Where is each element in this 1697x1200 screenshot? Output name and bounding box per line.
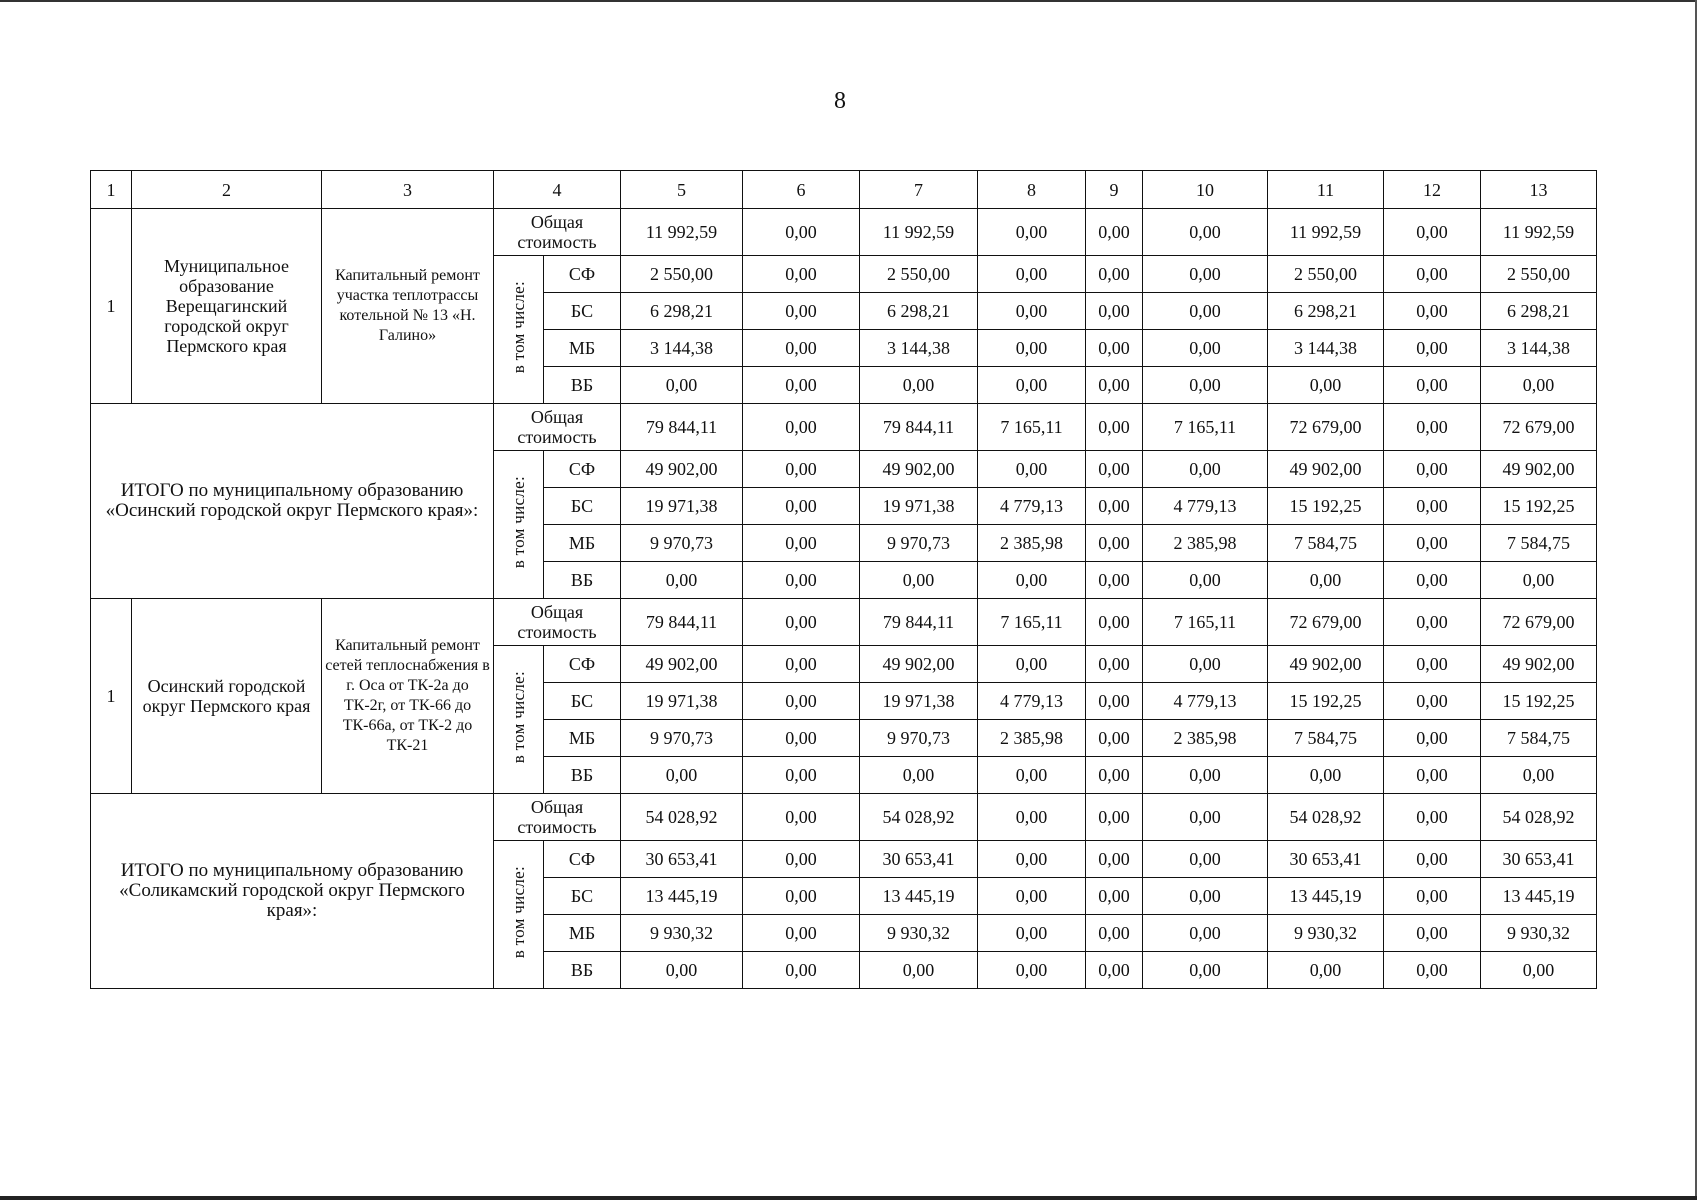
value-cell: 15 192,25 bbox=[1268, 683, 1384, 720]
value-cell: 72 679,00 bbox=[1481, 599, 1597, 646]
value-cell: 0,00 bbox=[978, 952, 1086, 989]
value-cell: 2 550,00 bbox=[621, 256, 743, 293]
value-cell: 0,00 bbox=[1384, 209, 1481, 256]
value-cell: 0,00 bbox=[743, 878, 860, 915]
total-cost-row bbox=[91, 209, 1597, 256]
value-cell: 3 144,38 bbox=[621, 330, 743, 367]
value-cell: 0,00 bbox=[860, 562, 978, 599]
value-cell: 0,00 bbox=[743, 794, 860, 841]
value-cell: 6 298,21 bbox=[860, 293, 978, 330]
value-cell: 0,00 bbox=[1384, 646, 1481, 683]
value-cell: 49 902,00 bbox=[1268, 646, 1384, 683]
including-label bbox=[494, 646, 544, 794]
header-cell: 5 bbox=[621, 171, 743, 209]
funding-source-label: СФ bbox=[544, 451, 621, 488]
value-cell: 0,00 bbox=[1086, 915, 1143, 952]
header-cell: 10 bbox=[1143, 171, 1268, 209]
value-cell: 11 992,59 bbox=[1481, 209, 1597, 256]
value-cell: 0,00 bbox=[978, 562, 1086, 599]
value-cell: 13 445,19 bbox=[1481, 878, 1597, 915]
value-cell: 49 902,00 bbox=[1481, 646, 1597, 683]
value-cell: 0,00 bbox=[743, 330, 860, 367]
value-cell: 0,00 bbox=[1086, 525, 1143, 562]
table-body bbox=[91, 171, 1597, 989]
header-cell: 11 bbox=[1268, 171, 1384, 209]
value-cell: 9 970,73 bbox=[621, 525, 743, 562]
including-text: в том числе: bbox=[508, 671, 528, 764]
value-cell: 0,00 bbox=[1143, 841, 1268, 878]
value-cell: 0,00 bbox=[1384, 367, 1481, 404]
value-cell: 0,00 bbox=[1086, 451, 1143, 488]
value-cell: 0,00 bbox=[978, 915, 1086, 952]
value-cell: 0,00 bbox=[621, 562, 743, 599]
value-cell: 0,00 bbox=[1086, 293, 1143, 330]
value-cell: 0,00 bbox=[1143, 757, 1268, 794]
value-cell: 0,00 bbox=[1143, 562, 1268, 599]
value-cell: 7 584,75 bbox=[1481, 525, 1597, 562]
value-cell: 0,00 bbox=[1481, 562, 1597, 599]
value-cell: 2 385,98 bbox=[1143, 720, 1268, 757]
value-cell: 11 992,59 bbox=[621, 209, 743, 256]
value-cell: 0,00 bbox=[1481, 757, 1597, 794]
including-label bbox=[494, 451, 544, 599]
value-cell: 0,00 bbox=[1384, 757, 1481, 794]
value-cell: 0,00 bbox=[978, 451, 1086, 488]
value-cell: 7 584,75 bbox=[1481, 720, 1597, 757]
header-row bbox=[91, 171, 1597, 209]
value-cell: 72 679,00 bbox=[1481, 404, 1597, 451]
value-cell: 0,00 bbox=[1481, 367, 1597, 404]
value-cell: 49 902,00 bbox=[860, 451, 978, 488]
value-cell: 0,00 bbox=[743, 488, 860, 525]
value-cell: 0,00 bbox=[1086, 256, 1143, 293]
value-cell: 0,00 bbox=[1086, 404, 1143, 451]
value-cell: 30 653,41 bbox=[860, 841, 978, 878]
funding-source-label: БС bbox=[544, 293, 621, 330]
value-cell: 19 971,38 bbox=[621, 683, 743, 720]
value-cell: 15 192,25 bbox=[1481, 683, 1597, 720]
value-cell: 79 844,11 bbox=[621, 599, 743, 646]
value-cell: 0,00 bbox=[1384, 720, 1481, 757]
value-cell: 6 298,21 bbox=[1268, 293, 1384, 330]
value-cell: 0,00 bbox=[743, 757, 860, 794]
total-cost-label: Общая стоимость bbox=[494, 209, 621, 256]
value-cell: 0,00 bbox=[743, 720, 860, 757]
value-cell: 7 584,75 bbox=[1268, 525, 1384, 562]
value-cell: 0,00 bbox=[978, 878, 1086, 915]
funding-source-label: ВБ bbox=[544, 367, 621, 404]
value-cell: 0,00 bbox=[978, 293, 1086, 330]
value-cell: 0,00 bbox=[1268, 952, 1384, 989]
value-cell: 2 385,98 bbox=[978, 525, 1086, 562]
value-cell: 49 902,00 bbox=[621, 646, 743, 683]
value-cell: 13 445,19 bbox=[621, 878, 743, 915]
value-cell: 0,00 bbox=[743, 562, 860, 599]
value-cell: 0,00 bbox=[1143, 451, 1268, 488]
value-cell: 0,00 bbox=[1086, 841, 1143, 878]
object-description: Капитальный ремонт сетей теплоснабжения в г. Оса от ТК-2а до ТК-2г, от ТК-66 до ТК-66а, от ТК-2 до ТК-21 bbox=[322, 599, 494, 794]
funding-source-label: СФ bbox=[544, 841, 621, 878]
value-cell: 9 970,73 bbox=[621, 720, 743, 757]
value-cell: 0,00 bbox=[978, 256, 1086, 293]
value-cell: 0,00 bbox=[1143, 293, 1268, 330]
value-cell: 30 653,41 bbox=[1268, 841, 1384, 878]
value-cell: 3 144,38 bbox=[1268, 330, 1384, 367]
funding-source-label: МБ bbox=[544, 720, 621, 757]
value-cell: 6 298,21 bbox=[621, 293, 743, 330]
value-cell: 0,00 bbox=[743, 952, 860, 989]
header-cell: 13 bbox=[1481, 171, 1597, 209]
value-cell: 0,00 bbox=[743, 293, 860, 330]
value-cell: 0,00 bbox=[743, 599, 860, 646]
value-cell: 72 679,00 bbox=[1268, 599, 1384, 646]
row-number: 1 bbox=[91, 599, 132, 794]
value-cell: 7 165,11 bbox=[978, 404, 1086, 451]
value-cell: 0,00 bbox=[1384, 525, 1481, 562]
total-cost-row bbox=[91, 794, 1597, 841]
value-cell: 2 550,00 bbox=[860, 256, 978, 293]
header-cell: 2 bbox=[132, 171, 322, 209]
value-cell: 54 028,92 bbox=[1481, 794, 1597, 841]
value-cell: 0,00 bbox=[1086, 330, 1143, 367]
value-cell: 9 930,32 bbox=[860, 915, 978, 952]
value-cell: 49 902,00 bbox=[860, 646, 978, 683]
value-cell: 19 971,38 bbox=[860, 683, 978, 720]
value-cell: 9 930,32 bbox=[621, 915, 743, 952]
value-cell: 0,00 bbox=[1143, 330, 1268, 367]
bottom-border-line bbox=[0, 1196, 1697, 1200]
value-cell: 0,00 bbox=[743, 646, 860, 683]
value-cell: 0,00 bbox=[1384, 878, 1481, 915]
value-cell: 2 385,98 bbox=[1143, 525, 1268, 562]
value-cell: 15 192,25 bbox=[1481, 488, 1597, 525]
municipality-name: Осинский городской округ Пермского края bbox=[132, 599, 322, 794]
value-cell: 0,00 bbox=[1143, 878, 1268, 915]
value-cell: 0,00 bbox=[978, 367, 1086, 404]
funding-source-label: БС bbox=[544, 878, 621, 915]
value-cell: 19 971,38 bbox=[860, 488, 978, 525]
object-description: Капитальный ремонт участка теплотрассы котельной № 13 «Н. Галино» bbox=[322, 209, 494, 404]
value-cell: 4 779,13 bbox=[978, 488, 1086, 525]
header-cell: 8 bbox=[978, 171, 1086, 209]
value-cell: 54 028,92 bbox=[1268, 794, 1384, 841]
value-cell: 0,00 bbox=[978, 646, 1086, 683]
value-cell: 2 550,00 bbox=[1481, 256, 1597, 293]
value-cell: 9 930,32 bbox=[1481, 915, 1597, 952]
value-cell: 11 992,59 bbox=[1268, 209, 1384, 256]
value-cell: 0,00 bbox=[743, 525, 860, 562]
value-cell: 0,00 bbox=[1384, 451, 1481, 488]
value-cell: 0,00 bbox=[1143, 952, 1268, 989]
including-label bbox=[494, 841, 544, 989]
value-cell: 0,00 bbox=[1143, 367, 1268, 404]
value-cell: 0,00 bbox=[860, 757, 978, 794]
value-cell: 0,00 bbox=[860, 952, 978, 989]
total-cost-label: Общая стоимость bbox=[494, 794, 621, 841]
value-cell: 49 902,00 bbox=[1481, 451, 1597, 488]
value-cell: 0,00 bbox=[1086, 683, 1143, 720]
funding-source-label: ВБ bbox=[544, 757, 621, 794]
value-cell: 79 844,11 bbox=[860, 404, 978, 451]
page-number: 8 bbox=[834, 88, 846, 114]
value-cell: 0,00 bbox=[621, 367, 743, 404]
funding-source-label: БС bbox=[544, 683, 621, 720]
value-cell: 0,00 bbox=[743, 683, 860, 720]
value-cell: 0,00 bbox=[1086, 952, 1143, 989]
value-cell: 0,00 bbox=[1384, 293, 1481, 330]
including-label bbox=[494, 256, 544, 404]
value-cell: 0,00 bbox=[743, 451, 860, 488]
funding-source-label: БС bbox=[544, 488, 621, 525]
value-cell: 0,00 bbox=[1143, 209, 1268, 256]
value-cell: 15 192,25 bbox=[1268, 488, 1384, 525]
value-cell: 0,00 bbox=[978, 757, 1086, 794]
value-cell: 0,00 bbox=[1086, 367, 1143, 404]
value-cell: 0,00 bbox=[743, 256, 860, 293]
value-cell: 6 298,21 bbox=[1481, 293, 1597, 330]
funding-source-label: СФ bbox=[544, 256, 621, 293]
value-cell: 0,00 bbox=[860, 367, 978, 404]
value-cell: 0,00 bbox=[1086, 794, 1143, 841]
value-cell: 0,00 bbox=[1086, 878, 1143, 915]
value-cell: 0,00 bbox=[1086, 562, 1143, 599]
value-cell: 0,00 bbox=[978, 794, 1086, 841]
value-cell: 0,00 bbox=[743, 841, 860, 878]
funding-source-label: МБ bbox=[544, 525, 621, 562]
including-text: в том числе: bbox=[508, 866, 528, 959]
value-cell: 49 902,00 bbox=[1268, 451, 1384, 488]
header-cell: 12 bbox=[1384, 171, 1481, 209]
value-cell: 0,00 bbox=[743, 404, 860, 451]
total-cost-row bbox=[91, 599, 1597, 646]
value-cell: 54 028,92 bbox=[860, 794, 978, 841]
value-cell: 30 653,41 bbox=[1481, 841, 1597, 878]
including-text: в том числе: bbox=[508, 281, 528, 374]
value-cell: 0,00 bbox=[1143, 794, 1268, 841]
value-cell: 4 779,13 bbox=[1143, 488, 1268, 525]
value-cell: 0,00 bbox=[1086, 757, 1143, 794]
value-cell: 72 679,00 bbox=[1268, 404, 1384, 451]
value-cell: 7 165,11 bbox=[1143, 404, 1268, 451]
value-cell: 0,00 bbox=[1086, 488, 1143, 525]
value-cell: 7 165,11 bbox=[1143, 599, 1268, 646]
header-cell: 9 bbox=[1086, 171, 1143, 209]
value-cell: 2 385,98 bbox=[978, 720, 1086, 757]
funding-source-label: МБ bbox=[544, 330, 621, 367]
value-cell: 9 970,73 bbox=[860, 720, 978, 757]
funding-source-label: ВБ bbox=[544, 562, 621, 599]
header-cell: 6 bbox=[743, 171, 860, 209]
header-cell: 3 bbox=[322, 171, 494, 209]
header-cell: 4 bbox=[494, 171, 621, 209]
row-number: 1 bbox=[91, 209, 132, 404]
value-cell: 13 445,19 bbox=[860, 878, 978, 915]
funding-source-label: СФ bbox=[544, 646, 621, 683]
value-cell: 0,00 bbox=[978, 330, 1086, 367]
value-cell: 0,00 bbox=[1384, 794, 1481, 841]
value-cell: 0,00 bbox=[978, 209, 1086, 256]
value-cell: 30 653,41 bbox=[621, 841, 743, 878]
value-cell: 0,00 bbox=[1384, 683, 1481, 720]
value-cell: 4 779,13 bbox=[1143, 683, 1268, 720]
header-cell: 1 bbox=[91, 171, 132, 209]
value-cell: 19 971,38 bbox=[621, 488, 743, 525]
value-cell: 0,00 bbox=[1086, 599, 1143, 646]
value-cell: 0,00 bbox=[1384, 841, 1481, 878]
value-cell: 0,00 bbox=[1143, 915, 1268, 952]
value-cell: 0,00 bbox=[1384, 915, 1481, 952]
budget-table bbox=[90, 170, 1597, 989]
value-cell: 0,00 bbox=[1143, 256, 1268, 293]
value-cell: 0,00 bbox=[1268, 757, 1384, 794]
value-cell: 79 844,11 bbox=[860, 599, 978, 646]
value-cell: 0,00 bbox=[743, 209, 860, 256]
value-cell: 0,00 bbox=[621, 757, 743, 794]
value-cell: 2 550,00 bbox=[1268, 256, 1384, 293]
value-cell: 79 844,11 bbox=[621, 404, 743, 451]
value-cell: 3 144,38 bbox=[1481, 330, 1597, 367]
funding-source-label: МБ bbox=[544, 915, 621, 952]
value-cell: 7 584,75 bbox=[1268, 720, 1384, 757]
funding-source-label: ВБ bbox=[544, 952, 621, 989]
value-cell: 0,00 bbox=[1384, 404, 1481, 451]
value-cell: 54 028,92 bbox=[621, 794, 743, 841]
value-cell: 0,00 bbox=[1086, 720, 1143, 757]
value-cell: 0,00 bbox=[743, 915, 860, 952]
top-border-line bbox=[0, 0, 1697, 2]
municipality-name: Муниципальное образование Верещагинский городской округ Пермского края bbox=[132, 209, 322, 404]
value-cell: 0,00 bbox=[1268, 367, 1384, 404]
value-cell: 4 779,13 bbox=[978, 683, 1086, 720]
value-cell: 11 992,59 bbox=[860, 209, 978, 256]
total-cost-label: Общая стоимость bbox=[494, 599, 621, 646]
value-cell: 0,00 bbox=[1384, 330, 1481, 367]
value-cell: 0,00 bbox=[1384, 562, 1481, 599]
total-cost-label: Общая стоимость bbox=[494, 404, 621, 451]
value-cell: 13 445,19 bbox=[1268, 878, 1384, 915]
value-cell: 0,00 bbox=[1384, 599, 1481, 646]
itogo-label: ИТОГО по муниципальному образованию «Соликамский городской округ Пермского края»: bbox=[91, 794, 494, 989]
value-cell: 0,00 bbox=[1086, 209, 1143, 256]
value-cell: 9 970,73 bbox=[860, 525, 978, 562]
including-text: в том числе: bbox=[508, 476, 528, 569]
value-cell: 0,00 bbox=[1481, 952, 1597, 989]
value-cell: 0,00 bbox=[1384, 488, 1481, 525]
value-cell: 0,00 bbox=[978, 841, 1086, 878]
value-cell: 0,00 bbox=[1268, 562, 1384, 599]
value-cell: 0,00 bbox=[1143, 646, 1268, 683]
value-cell: 7 165,11 bbox=[978, 599, 1086, 646]
value-cell: 3 144,38 bbox=[860, 330, 978, 367]
value-cell: 0,00 bbox=[1384, 256, 1481, 293]
value-cell: 0,00 bbox=[1086, 646, 1143, 683]
value-cell: 0,00 bbox=[1384, 952, 1481, 989]
value-cell: 0,00 bbox=[743, 367, 860, 404]
itogo-label: ИТОГО по муниципальному образованию «Осинский городской округ Пермского края»: bbox=[91, 404, 494, 599]
value-cell: 9 930,32 bbox=[1268, 915, 1384, 952]
value-cell: 49 902,00 bbox=[621, 451, 743, 488]
header-cell: 7 bbox=[860, 171, 978, 209]
value-cell: 0,00 bbox=[621, 952, 743, 989]
total-cost-row bbox=[91, 404, 1597, 451]
